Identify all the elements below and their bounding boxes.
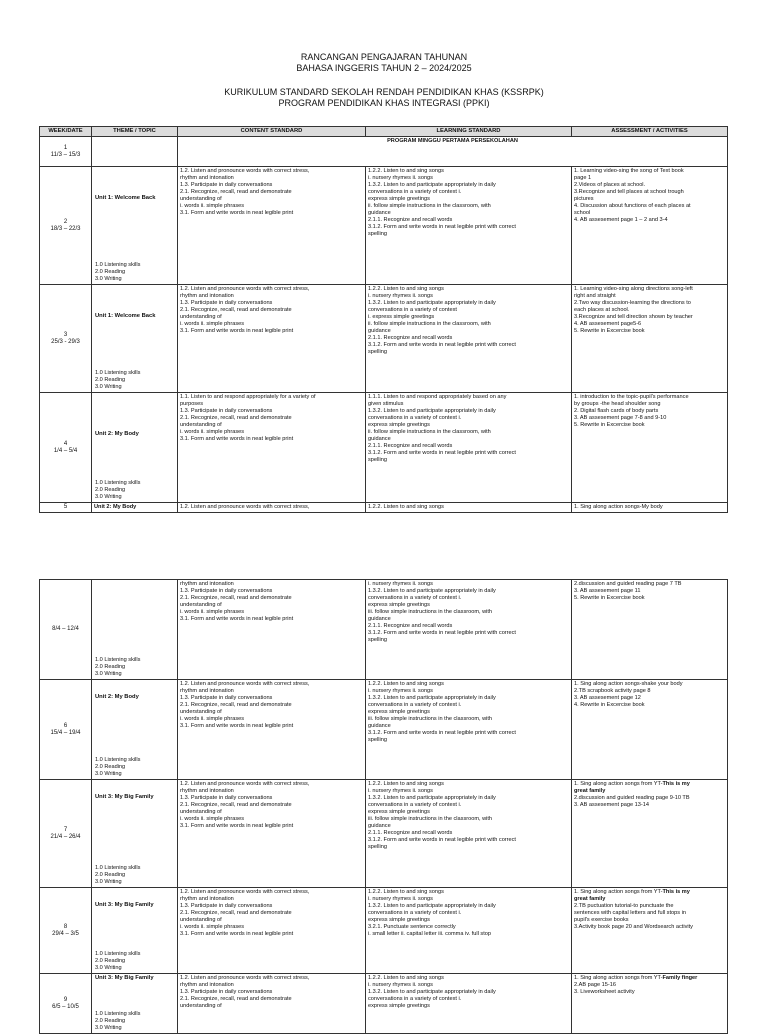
week-date-cell xyxy=(40,780,92,888)
date-range: 6/5 – 10/5 xyxy=(52,1003,79,1010)
content-line: i. words ii. simple phrases xyxy=(180,816,245,822)
assessment-line: 2.Videos of places at school. xyxy=(574,182,646,188)
learning-line: 3.1.2. Form and write words in neat legible print with correct xyxy=(368,342,516,348)
theme-title-cell: Unit 2: My Body xyxy=(92,503,178,513)
learning-standard-cell: 1.2.2. Listen to and sing songs xyxy=(366,503,572,513)
skill-item: 2.0 Reading xyxy=(95,872,126,878)
table-header-row xyxy=(40,127,728,137)
skill-item: 1.0 Listening skills xyxy=(95,370,141,376)
learning-line: given stimulus xyxy=(368,401,404,407)
assessment-line: 3. AB assesement page 13-14 xyxy=(574,802,649,808)
date-range: 25/3 - 29/3 xyxy=(51,338,80,345)
theme-title: Unit 2: My Body xyxy=(95,431,139,437)
skill-item: 2.0 Reading xyxy=(95,487,126,493)
learning-standard-cell xyxy=(366,680,572,780)
learning-line: conversations in a variety of context i. xyxy=(368,415,462,421)
assessment-line: pupil's exercise books xyxy=(574,917,629,923)
assessment-line: great family xyxy=(574,896,606,902)
content-line: 1.3. Participate in daily conversations xyxy=(180,408,273,414)
assessment-song-title: This is my xyxy=(662,889,690,895)
skill-item: 2.0 Reading xyxy=(95,664,126,670)
title-line-2: BAHASA INGGERIS TAHUN 2 – 2024/2025 xyxy=(296,63,472,73)
content-line: 1.1. Listen to and respond appropriately for a variety of xyxy=(180,394,316,400)
week-number: 7 xyxy=(63,826,68,833)
content-line: 1.3. Participate in daily conversations xyxy=(180,989,273,995)
content-line: i. words ii. simple phrases xyxy=(180,203,245,209)
table-row xyxy=(40,888,728,974)
learning-line: conversations in a variety of context i. xyxy=(368,802,462,808)
content-line: i. words ii. simple phrases xyxy=(180,429,245,435)
learning-line: 2.1.1. Recognize and recall words xyxy=(368,217,453,223)
date-range: 15/4 – 19/4 xyxy=(50,729,81,736)
learning-line: 1.3.2. Listen to and participate appropriately in daily xyxy=(368,408,496,414)
learning-line: 2.1.1. Recognize and recall words xyxy=(368,335,453,341)
content-line: 1.2. Listen and pronounce words with correct stress, xyxy=(180,781,310,787)
table-row xyxy=(40,167,728,285)
skill-item: 3.0 Writing xyxy=(95,1025,122,1031)
theme-title: Unit 2: My Body xyxy=(95,694,139,700)
content-line: i. words ii. simple phrases xyxy=(180,321,245,327)
learning-line: express simple greetings xyxy=(368,709,430,715)
assessment-line: sentences with capital letters and full stops in xyxy=(574,910,686,916)
col-learning-standard: LEARNING STANDARD xyxy=(366,127,572,137)
assessment-cell xyxy=(572,680,728,780)
date-range: 18/3 – 22/3 xyxy=(50,225,81,232)
assessment-line: 3. AB assesement page 7-8 and 9-10 xyxy=(574,415,667,421)
skill-item: 1.0 Listening skills xyxy=(95,1011,141,1017)
learning-line: 2.1.1. Recognize and recall words xyxy=(368,443,453,449)
assessment-cell xyxy=(572,580,728,680)
learning-line: 3.1.2. Form and write words in neat legible print with correct xyxy=(368,837,516,843)
table-row xyxy=(40,393,728,503)
assessment-song-title: Family finger xyxy=(662,975,698,981)
content-line: 3.1. Form and write words in neat legible print xyxy=(180,436,294,442)
content-standard-cell xyxy=(178,393,366,503)
content-line: 1.3. Participate in daily conversations xyxy=(180,300,273,306)
learning-line: iii. follow simple instructions in the classroom, with xyxy=(368,816,493,822)
assessment-line: school xyxy=(574,210,591,216)
content-line: understanding of xyxy=(180,196,222,202)
plan-table-page-2 xyxy=(39,579,728,1034)
theme-cell xyxy=(92,393,178,503)
theme-title: Unit 3: My Big Family xyxy=(95,975,154,981)
learning-standard-cell xyxy=(366,393,572,503)
assessment-line: 2.discussion and guided reading page 9-10 TB xyxy=(574,795,690,801)
content-line: 3.1. Form and write words in neat legible print xyxy=(180,328,294,334)
learning-line: i. nursery rhymes ii. songs xyxy=(368,896,433,902)
assessment-line: 1. Sing along action songs from YT-Family finger xyxy=(574,975,698,981)
theme-cell xyxy=(92,285,178,393)
table-row xyxy=(40,974,728,1034)
skill-item: 3.0 Writing xyxy=(95,771,122,777)
skill-item: 1.0 Listening skills xyxy=(95,951,141,957)
assessment-cell xyxy=(572,974,728,1034)
week-date-cell xyxy=(40,680,92,780)
content-line: 3.1. Form and write words in neat legible print xyxy=(180,616,294,622)
skills-list xyxy=(95,370,140,391)
content-line: 1.3. Participate in daily conversations xyxy=(180,903,273,909)
content-standard-cell xyxy=(178,888,366,974)
assessment-line: 1. Learning video-sing the song of Text book xyxy=(574,168,684,174)
content-line: i. words ii. simple phrases xyxy=(180,716,245,722)
skills-list xyxy=(95,757,140,778)
document-title xyxy=(0,52,768,74)
assessment-line: great family xyxy=(574,788,606,794)
content-line: understanding of xyxy=(180,917,222,923)
content-standard-cell xyxy=(178,580,366,680)
learning-line: 3.1.2. Form and write words in neat legible print with correct xyxy=(368,224,516,230)
assessment-line: 2.TB scrapbook activity page 8 xyxy=(574,688,651,694)
assessment-line: 2.discussion and guided reading page 7 TB xyxy=(574,581,682,587)
theme-cell xyxy=(92,137,178,167)
learning-line: 3.2.1. Punctuate sentence correctly xyxy=(368,924,456,930)
content-line: 1.2. Listen and pronounce words with correct stress, xyxy=(180,286,310,292)
learning-line: i. nursery rhymes ii. songs xyxy=(368,982,433,988)
skill-item: 3.0 Writing xyxy=(95,671,122,677)
learning-line: i. nursery rhymes ii. songs xyxy=(368,175,433,181)
content-line: 1.3. Participate in daily conversations xyxy=(180,795,273,801)
learning-line: ii. follow simple instructions in the classroom, with xyxy=(368,321,491,327)
theme-cell xyxy=(92,780,178,888)
learning-line: 1.2.2. Listen to and sing songs xyxy=(368,681,444,687)
date-range: 21/4 – 26/4 xyxy=(50,833,81,840)
skills-list xyxy=(95,1011,140,1032)
assessment-line: 2.Two way discussion-learning the directions to xyxy=(574,300,691,306)
learning-line: 1.2.2. Listen to and sing songs xyxy=(368,781,444,787)
assessment-line: 5. Rewrite in Excercise book xyxy=(574,328,645,334)
learning-line: spelling xyxy=(368,349,387,355)
program-text: PROGRAM MINGGU PERTAMA PERSEKOLAHAN xyxy=(178,137,728,167)
learning-line: express simple greetings xyxy=(368,602,430,608)
learning-line: i. nursery rhymes ii. songs xyxy=(368,688,433,694)
content-standard-cell xyxy=(178,285,366,393)
assessment-line: 1. Sing along action songs from YT-This is my xyxy=(574,889,690,895)
content-line: 3.1. Form and write words in neat legible print xyxy=(180,823,294,829)
learning-standard-cell xyxy=(366,888,572,974)
content-line: 2.1. Recognize, recall, read and demonstrate xyxy=(180,307,292,313)
learning-line: 1.2.2. Listen to and sing songs xyxy=(368,889,444,895)
learning-line: 1.3.2. Listen to and participate appropriately in daily xyxy=(368,300,496,306)
assessment-line: 1. Sing along action songs from YT-This is my xyxy=(574,781,690,787)
learning-line: 1.3.2. Listen to and participate appropriately in daily xyxy=(368,588,496,594)
assessment-cell xyxy=(572,888,728,974)
content-line: rhythm and intonation xyxy=(180,688,234,694)
theme-title: Unit 1: Welcome Back xyxy=(95,195,156,201)
date-range: 1/4 – 5/4 xyxy=(53,447,78,454)
learning-line: guidance xyxy=(368,723,391,729)
content-line: 2.1. Recognize, recall, read and demonstrate xyxy=(180,702,292,708)
week-date-cell xyxy=(40,580,92,680)
learning-line: 3.1.2. Form and write words in neat legible print with correct xyxy=(368,630,516,636)
content-standard-cell: 1.2. Listen and pronounce words with correct stress, xyxy=(178,503,366,513)
learning-line: guidance xyxy=(368,210,391,216)
table-row-program xyxy=(40,137,728,167)
learning-standard-cell xyxy=(366,974,572,1034)
assessment-cell xyxy=(572,780,728,888)
learning-line: spelling xyxy=(368,457,387,463)
week-date-cell: 5 xyxy=(40,503,92,513)
assessment-line: 3.Activity book page 20 and Wordsearch activity xyxy=(574,924,693,930)
learning-standard-cell xyxy=(366,780,572,888)
learning-line: guidance xyxy=(368,436,391,442)
content-line: 2.1. Recognize, recall, read and demonstrate xyxy=(180,595,292,601)
content-line: 1.2. Listen and pronounce words with correct stress, xyxy=(180,681,310,687)
week-date-cell xyxy=(40,888,92,974)
skill-item: 3.0 Writing xyxy=(95,965,122,971)
learning-line: conversations in a variety of context xyxy=(368,307,457,313)
learning-line: spelling xyxy=(368,231,387,237)
content-standard-cell xyxy=(178,974,366,1034)
date-range: 11/3 – 15/3 xyxy=(50,151,81,158)
learning-line: 1.2.2. Listen to and sing songs xyxy=(368,975,444,981)
table-row xyxy=(40,285,728,393)
learning-line: 1.3.2. Listen to and participate appropriately in daily xyxy=(368,903,496,909)
theme-cell xyxy=(92,974,178,1034)
assessment-line: 3.Recognize and tell direction shown by teacher xyxy=(574,314,693,320)
skills-list xyxy=(95,262,140,283)
assessment-line: 2.TB puctuation tutorial-to punctuate the xyxy=(574,903,674,909)
theme-cell xyxy=(92,680,178,780)
week-number: 1 xyxy=(63,144,68,151)
assessment-line: 1. introduction to the topic-pupil's performance xyxy=(574,394,689,400)
assessment-line: 5. Rewrite in Excercise book xyxy=(574,595,645,601)
learning-line: guidance xyxy=(368,616,391,622)
content-line: rhythm and intonation xyxy=(180,896,234,902)
content-standard-cell xyxy=(178,780,366,888)
learning-line: 1.3.2. Listen to and participate appropriately in daily xyxy=(368,182,496,188)
document-page-2 xyxy=(0,548,768,1031)
learning-line: iii. follow simple instructions in the classroom, with xyxy=(368,609,493,615)
assessment-line: 4. AB assesement page 1 – 2 and 3-4 xyxy=(574,217,668,223)
content-standard-cell xyxy=(178,167,366,285)
assessment-line: 1. Learning video-sing along directions song-left xyxy=(574,286,693,292)
content-line: 1.2. Listen and pronounce words with correct stress, xyxy=(180,889,310,895)
week-number: 3 xyxy=(63,331,68,338)
week-number: 9 xyxy=(63,996,68,1003)
content-line: 2.1. Recognize, recall, read and demonstrate xyxy=(180,415,292,421)
week-date-cell xyxy=(40,974,92,1034)
assessment-cell xyxy=(572,285,728,393)
content-line: 2.1. Recognize, recall, read and demonstrate xyxy=(180,910,292,916)
plan-table-page-1 xyxy=(39,126,728,513)
skill-item: 3.0 Writing xyxy=(95,494,122,500)
week-date-cell xyxy=(40,137,92,167)
assessment-line: 3. AB assesement page 12 xyxy=(574,695,641,701)
content-line: 1.3. Participate in daily conversations xyxy=(180,182,273,188)
assessment-line: 3. Liveworksheet activity xyxy=(574,989,635,995)
skill-item: 2.0 Reading xyxy=(95,269,126,275)
theme-title: Unit 3: My Big Family xyxy=(95,794,154,800)
assessment-line: right and straight xyxy=(574,293,616,299)
skills-list xyxy=(95,951,140,972)
content-line: 3.1. Form and write words in neat legible print xyxy=(180,210,294,216)
week-date-cell xyxy=(40,167,92,285)
table-row-partial xyxy=(40,503,728,513)
week-number: 2 xyxy=(63,218,68,225)
skill-item: 3.0 Writing xyxy=(95,879,122,885)
learning-line: express simple greetings xyxy=(368,1003,430,1009)
assessment-cell xyxy=(572,393,728,503)
learning-line: 3.1.2. Form and write words in neat legible print with correct xyxy=(368,450,516,456)
content-line: 2.1. Recognize, recall, read and demonstrate xyxy=(180,189,292,195)
learning-line: conversations in a variety of context i. xyxy=(368,702,462,708)
learning-line: i. express simple greetings xyxy=(368,314,435,320)
skill-item: 3.0 Writing xyxy=(95,276,122,282)
content-line: rhythm and intonation xyxy=(180,982,234,988)
content-standard-cell xyxy=(178,680,366,780)
content-line: 2.1. Recognize, recall, read and demonstrate xyxy=(180,996,292,1002)
content-line: understanding of xyxy=(180,422,222,428)
learning-line: express simple greetings xyxy=(368,809,430,815)
date-range: 8/4 – 12/4 xyxy=(52,626,79,632)
learning-line: 1.2.2. Listen to and sing songs xyxy=(368,286,444,292)
col-week-date: WEEK/DATE xyxy=(40,127,92,137)
table-row xyxy=(40,680,728,780)
learning-line: conversations in a variety of context i. xyxy=(368,595,462,601)
theme-title: Unit 3: My Big Family xyxy=(95,902,154,908)
content-line: rhythm and intonation xyxy=(180,788,234,794)
learning-line: 3.1.2. Form and write words in neat legible print with correct xyxy=(368,730,516,736)
skill-item: 1.0 Listening skills xyxy=(95,757,141,763)
content-line: understanding of xyxy=(180,709,222,715)
skill-item: 1.0 Listening skills xyxy=(95,657,141,663)
content-line: rhythm and intonation xyxy=(180,293,234,299)
assessment-line: 4. Discussion about functions of each places at xyxy=(574,203,691,209)
skill-item: 3.0 Writing xyxy=(95,384,122,390)
learning-line: 1.1.1. Listen to and respond appropriately based on any xyxy=(368,394,507,400)
assessment-line: pictures xyxy=(574,196,594,202)
skill-item: 1.0 Listening skills xyxy=(95,262,141,268)
skills-list xyxy=(95,657,140,678)
date-range: 29/4 – 3/5 xyxy=(52,930,79,937)
learning-line: 1.3.2. Listen to and participate appropriately in daily xyxy=(368,989,496,995)
week-number: 6 xyxy=(63,722,68,729)
learning-line: i. small letter ii. capital letter iii. comma iv. full stop xyxy=(368,931,491,937)
learning-line: spelling xyxy=(368,737,387,743)
learning-line: 2.1.1. Recognize and recall words xyxy=(368,623,453,629)
learning-standard-cell xyxy=(366,580,572,680)
learning-line: guidance xyxy=(368,823,391,829)
content-line: rhythm and intonation xyxy=(180,581,234,587)
content-line: understanding of xyxy=(180,602,222,608)
content-line: 2.1. Recognize, recall, read and demonstrate xyxy=(180,802,292,808)
assessment-line: 3.Recognize and tell places at school trough xyxy=(574,189,684,195)
learning-line: ii. follow simple instructions in the classroom, with xyxy=(368,203,491,209)
content-line: i. words ii. simple phrases xyxy=(180,924,245,930)
learning-line: iii. follow simple instructions in the classroom, with xyxy=(368,716,493,722)
skills-list xyxy=(95,480,140,501)
assessment-line: 3. AB assesement page 11 xyxy=(574,588,641,594)
content-line: i. words ii. simple phrases xyxy=(180,609,245,615)
skills-list xyxy=(95,865,140,886)
learning-line: spelling xyxy=(368,637,387,643)
skill-item: 2.0 Reading xyxy=(95,958,126,964)
assessment-line: 4. AB assesement page5-6 xyxy=(574,321,642,327)
learning-line: conversations in a variety of context i. xyxy=(368,996,462,1002)
assessment-line: by groups -the head shoulder song xyxy=(574,401,661,407)
assessment-line: 1. Sing along action songs-shake your body xyxy=(574,681,683,687)
week-date-cell xyxy=(40,285,92,393)
skill-item: 2.0 Reading xyxy=(95,1018,126,1024)
content-line: 1.3. Participate in daily conversations xyxy=(180,695,273,701)
col-assessment-activities: ASSESSMENT / ACTIVITIES xyxy=(572,127,728,137)
learning-line: 2.1.1. Recognize and recall words xyxy=(368,830,453,836)
content-line: purposes xyxy=(180,401,204,407)
content-line: 3.1. Form and write words in neat legible print xyxy=(180,931,294,937)
learning-line: 1.3.2. Listen to and participate appropriately in daily xyxy=(368,695,496,701)
col-content-standard: CONTENT STANDARD xyxy=(178,127,366,137)
theme-cell xyxy=(92,167,178,285)
learning-line: i. nursery rhymes ii. songs xyxy=(368,293,433,299)
learning-standard-cell xyxy=(366,167,572,285)
assessment-line: 2. Digital flash cards of body parts xyxy=(574,408,659,414)
learning-line: conversations in a variety of context i. xyxy=(368,910,462,916)
assessment-line: 5. Rewrite in Excercise book xyxy=(574,422,645,428)
content-line: understanding of xyxy=(180,809,222,815)
learning-line: 1.2.2. Listen to and sing songs xyxy=(368,168,444,174)
learning-standard-cell xyxy=(366,285,572,393)
learning-line: express simple greetings xyxy=(368,917,430,923)
assessment-cell: 1. Sing along action songs-My body xyxy=(572,503,728,513)
skill-item: 2.0 Reading xyxy=(95,377,126,383)
table-row xyxy=(40,780,728,888)
subtitle-line-1: KURIKULUM STANDARD SEKOLAH RENDAH PENDIDIKAN KHAS (KSSRPK) xyxy=(224,87,544,97)
skill-item: 1.0 Listening skills xyxy=(95,480,141,486)
learning-line: 1.3.2. Listen to and participate appropriately in daily xyxy=(368,795,496,801)
week-number: 4 xyxy=(63,440,68,447)
assessment-line: each places at school. xyxy=(574,307,630,313)
learning-line: i. nursery rhymes ii. songs xyxy=(368,581,433,587)
content-line: 1.2. Listen and pronounce words with correct stress, xyxy=(180,168,310,174)
col-theme-topic: THEME / TOPIC xyxy=(92,127,178,137)
theme-cell xyxy=(92,580,178,680)
content-line: understanding of xyxy=(180,314,222,320)
learning-line: express simple greetings xyxy=(368,422,430,428)
subtitle-line-2: PROGRAM PENDIDIKAN KHAS INTEGRASI (PPKI) xyxy=(278,98,490,108)
theme-cell xyxy=(92,888,178,974)
skill-item: 1.0 Listening skills xyxy=(95,865,141,871)
skill-item: 2.0 Reading xyxy=(95,764,126,770)
content-line: 1.2. Listen and pronounce words with correct stress, xyxy=(180,975,310,981)
theme-title: Unit 1: Welcome Back xyxy=(95,313,156,319)
learning-line: conversations in a variety of context i. xyxy=(368,189,462,195)
learning-line: spelling xyxy=(368,844,387,850)
table-row xyxy=(40,580,728,680)
assessment-cell xyxy=(572,167,728,285)
assessment-line: 2.AB page 15-16 xyxy=(574,982,616,988)
assessment-line: page 1 xyxy=(574,175,592,181)
document-subtitle xyxy=(0,87,768,109)
learning-line: ii. follow simple instructions in the classroom, with xyxy=(368,429,491,435)
learning-line: i. nursery rhymes ii. songs xyxy=(368,788,433,794)
week-date-cell xyxy=(40,393,92,503)
content-line: rhythm and intonation xyxy=(180,175,234,181)
content-line: understanding of xyxy=(180,1003,222,1009)
content-line: 3.1. Form and write words in neat legible print xyxy=(180,723,294,729)
title-line-1: RANCANGAN PENGAJARAN TAHUNAN xyxy=(300,52,468,62)
content-line: 1.3. Participate in daily conversations xyxy=(180,588,273,594)
learning-line: guidance xyxy=(368,328,391,334)
assessment-line: 4. Rewrite in Excercise book xyxy=(574,702,645,708)
week-number: 8 xyxy=(63,923,68,930)
assessment-song-title: This is my xyxy=(662,781,690,787)
learning-line: express simple greetings xyxy=(368,196,430,202)
